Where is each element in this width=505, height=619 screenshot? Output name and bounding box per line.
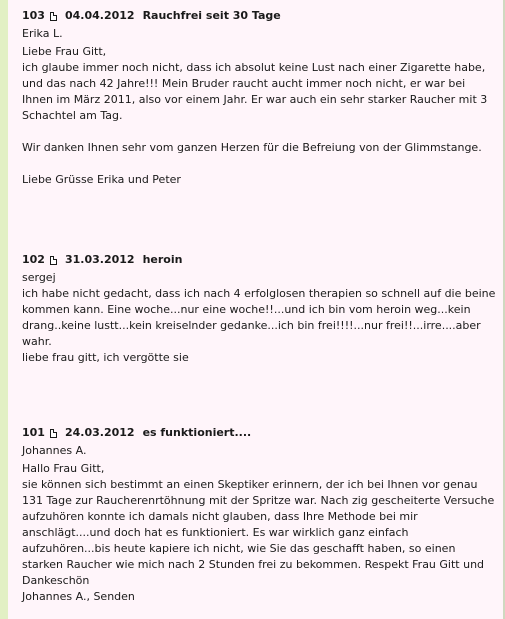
entry-title: es funktioniert.... bbox=[142, 426, 252, 439]
entry-title: heroin bbox=[142, 253, 183, 266]
entry-message bbox=[22, 44, 498, 188]
message-line: Wir danken Ihnen sehr vom ganzen Herzen für die Befreiung von der Glimmstange. bbox=[22, 141, 482, 154]
entry-date: 31.03.2012 bbox=[64, 253, 135, 266]
entry-author: sergej bbox=[22, 271, 56, 284]
message-blank bbox=[22, 124, 498, 140]
guestbook-entry bbox=[22, 253, 498, 426]
guestbook-entry bbox=[22, 9, 498, 253]
message-line: sie können sich bestimmt an einen Skeptiker erinnern, der ich bei Ihnen vor genau 131 Tage zur Raucherenrtöhnung mit der Spritze war. Nach zig gescheiterte Versuche aufzuhören konnte ich damals nicht glauben, dass Ihre Methode bei mir anschlägt....und doch hat es funktioniert. Es war wirklich ganz einfach aufzuhören...bis heute kapiere ich nicht, wie Sie das geschafft haben, so einen starken Raucher wie mich nach 2 Stunden frei zu bekommen. Respekt Frau Gitt und Dankeschön bbox=[22, 478, 495, 587]
entry-author: Johannes A. bbox=[22, 444, 87, 457]
document-icon bbox=[50, 256, 57, 265]
message-line: ich habe nicht gedacht, dass ich nach 4 erfolglosen therapien so schnell auf die beine kommen kann. Eine woche...nur eine woche!!...und ich bin vom heroin weg...kein drang..keine lustt...kein kreiselnder gedanke...ich bin frei!!!!...nur frei!!...irre....aber wahr. bbox=[22, 287, 496, 348]
entry-header bbox=[22, 253, 498, 267]
document-icon bbox=[50, 12, 57, 21]
message-line: Hallo Frau Gitt, bbox=[22, 462, 105, 475]
entry-author: Erika L. bbox=[22, 27, 63, 40]
message-line: ich glaube immer noch nicht, dass ich absolut keine Lust nach einer Zigarette habe, und das nach 42 Jahre!!! Mein Bruder raucht aucht immer noch nicht, er war bei Ihnen im März 2011, also vor einem Jahr. Er war auch ein sehr starker Raucher mit 3 Schachtel am Tag. bbox=[22, 61, 488, 122]
guestbook-list bbox=[22, 9, 498, 605]
entry-date: 24.03.2012 bbox=[64, 426, 135, 439]
entry-number: 101 bbox=[22, 426, 45, 439]
message-line: Johannes A., Senden bbox=[22, 590, 135, 603]
left-border bbox=[0, 0, 8, 619]
message-line: Liebe Frau Gitt, bbox=[22, 45, 107, 58]
entry-message bbox=[22, 461, 498, 605]
message-blank bbox=[22, 156, 498, 172]
entry-number: 102 bbox=[22, 253, 45, 266]
entry-header bbox=[22, 9, 498, 23]
entry-date: 04.04.2012 bbox=[64, 9, 135, 22]
entry-message bbox=[22, 286, 498, 366]
document-icon bbox=[50, 429, 57, 438]
entry-header bbox=[22, 426, 498, 440]
guestbook-entry bbox=[22, 426, 498, 605]
message-line: Liebe Grüsse Erika und Peter bbox=[22, 173, 181, 186]
entry-title: Rauchfrei seit 30 Tage bbox=[142, 9, 281, 22]
entry-number: 103 bbox=[22, 9, 45, 22]
message-line: liebe frau gitt, ich vergötte sie bbox=[22, 351, 189, 364]
